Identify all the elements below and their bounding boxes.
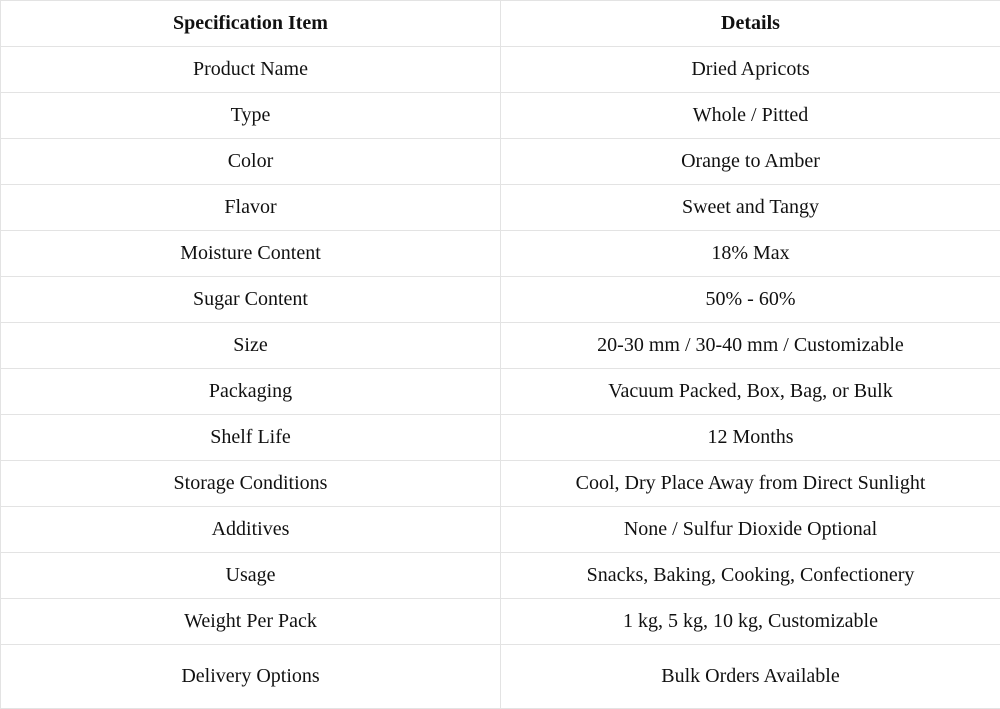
spec-item-cell: Shelf Life <box>1 415 501 461</box>
spec-item-cell: Weight Per Pack <box>1 599 501 645</box>
spec-item-cell: Packaging <box>1 369 501 415</box>
table-row <box>1 461 1000 507</box>
spec-detail-cell: Cool, Dry Place Away from Direct Sunlight <box>501 461 1000 507</box>
spec-item-cell: Product Name <box>1 47 501 93</box>
spec-detail-cell: Whole / Pitted <box>501 93 1000 139</box>
spec-detail-cell: None / Sulfur Dioxide Optional <box>501 507 1000 553</box>
spec-detail-cell: 50% - 60% <box>501 277 1000 323</box>
table-row <box>1 599 1000 645</box>
spec-detail-cell: Dried Apricots <box>501 47 1000 93</box>
table-row <box>1 553 1000 599</box>
table-row <box>1 507 1000 553</box>
table-row <box>1 277 1000 323</box>
spec-item-cell: Type <box>1 93 501 139</box>
table-row <box>1 139 1000 185</box>
spec-item-cell: Delivery Options <box>1 645 501 709</box>
table-row <box>1 231 1000 277</box>
spec-item-cell: Color <box>1 139 501 185</box>
table-row <box>1 645 1000 709</box>
spec-detail-cell: Snacks, Baking, Cooking, Confectionery <box>501 553 1000 599</box>
spec-item-cell: Usage <box>1 553 501 599</box>
table-row <box>1 369 1000 415</box>
spec-detail-cell: Vacuum Packed, Box, Bag, or Bulk <box>501 369 1000 415</box>
spec-item-cell: Additives <box>1 507 501 553</box>
header-row <box>1 1 1000 47</box>
spec-detail-cell: Orange to Amber <box>501 139 1000 185</box>
table-row <box>1 93 1000 139</box>
spec-detail-cell: Sweet and Tangy <box>501 185 1000 231</box>
table-row <box>1 415 1000 461</box>
header-details: Details <box>501 1 1000 47</box>
spec-detail-cell: 18% Max <box>501 231 1000 277</box>
table-body <box>1 47 1000 709</box>
table-row <box>1 323 1000 369</box>
spec-detail-cell: 12 Months <box>501 415 1000 461</box>
spec-item-cell: Storage Conditions <box>1 461 501 507</box>
spec-item-cell: Size <box>1 323 501 369</box>
spec-detail-cell: 20-30 mm / 30-40 mm / Customizable <box>501 323 1000 369</box>
spec-detail-cell: Bulk Orders Available <box>501 645 1000 709</box>
table-row <box>1 185 1000 231</box>
header-specification-item: Specification Item <box>1 1 501 47</box>
spec-item-cell: Flavor <box>1 185 501 231</box>
spec-item-cell: Sugar Content <box>1 277 501 323</box>
spec-detail-cell: 1 kg, 5 kg, 10 kg, Customizable <box>501 599 1000 645</box>
spec-item-cell: Moisture Content <box>1 231 501 277</box>
table-row <box>1 47 1000 93</box>
table-header <box>1 1 1000 47</box>
